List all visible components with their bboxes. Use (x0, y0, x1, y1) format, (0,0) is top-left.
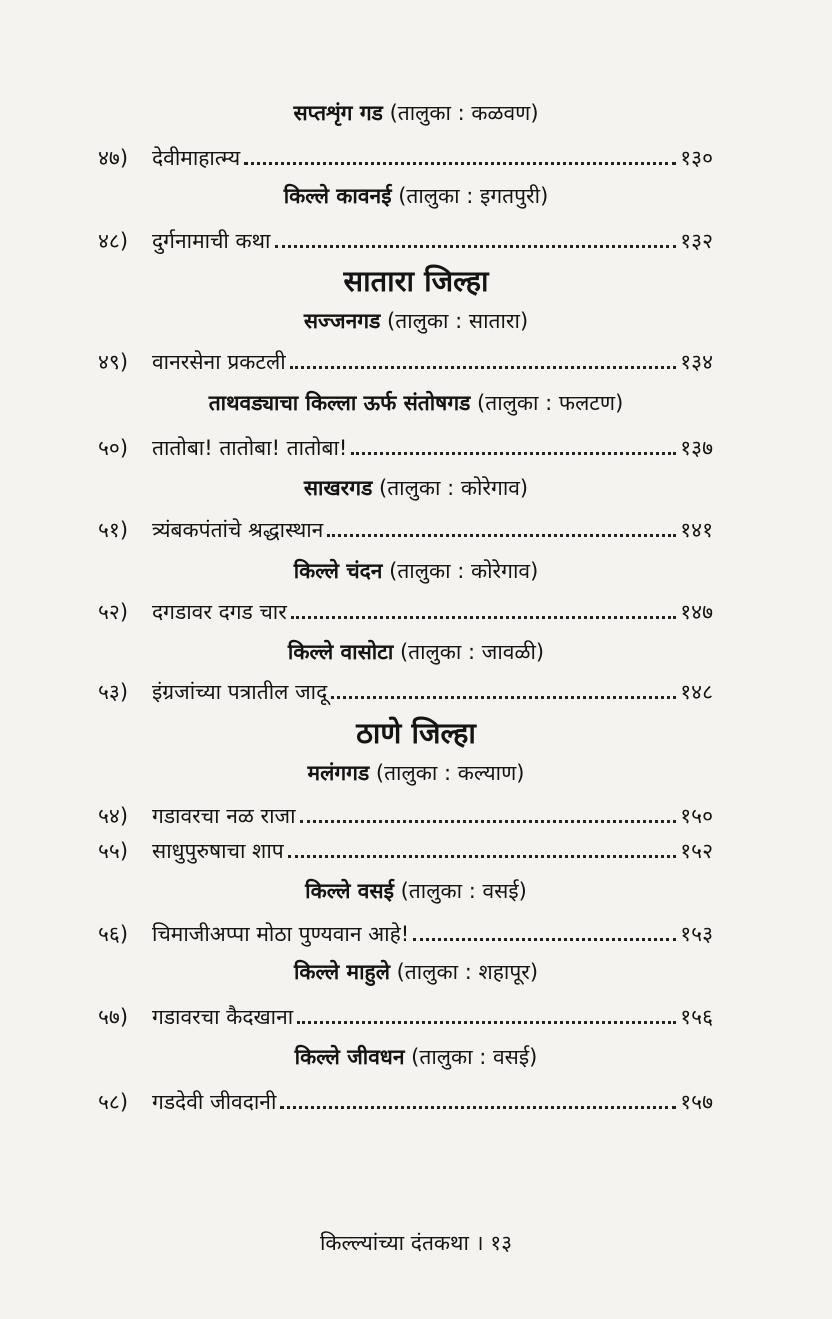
entry-title: गडावरचा नळ राजा (152, 804, 296, 828)
taluka-label: (तालुका : इगतपुरी) (391, 184, 549, 208)
toc-entry (98, 597, 713, 627)
entry-page: १४८ (680, 680, 713, 704)
fort-heading (0, 306, 832, 336)
dot-leader (275, 245, 677, 248)
fort-heading (0, 556, 832, 586)
fort-heading (0, 473, 832, 503)
taluka-label: (तालुका : शहापूर) (389, 960, 539, 984)
fort-heading (0, 637, 832, 667)
toc-entry (98, 919, 713, 949)
fort-heading (0, 876, 832, 906)
dot-leader (297, 1021, 676, 1024)
entry-page: १४७ (680, 600, 713, 624)
taluka-label: (तालुका : कल्याण) (369, 761, 525, 785)
dot-leader (331, 696, 676, 699)
entry-number: ४९) (98, 350, 129, 374)
entry-title: त्र्यंबकपंतांचे श्रद्धास्थान (152, 518, 324, 542)
entry-title: गडदेवी जीवदानी (152, 1090, 277, 1114)
entry-number: ५७) (98, 1005, 129, 1029)
entry-page: १५७ (680, 1090, 713, 1114)
toc-entry (98, 433, 713, 463)
fort-name: किल्ले जीवधन (294, 1045, 405, 1069)
entry-number: ५१) (98, 518, 129, 542)
entry-page: १५० (680, 804, 713, 828)
entry-page: १५३ (680, 922, 713, 946)
fort-heading (0, 957, 832, 987)
dot-leader (244, 162, 676, 165)
district-heading: सातारा जिल्हा (343, 264, 489, 298)
entry-title: गडावरचा कैदखाना (152, 1005, 294, 1029)
taluka-label: (तालुका : फलटण) (470, 391, 624, 415)
dot-leader (413, 938, 676, 941)
entry-page: १५२ (680, 839, 713, 863)
taluka-label: (तालुका : कोरेगाव) (382, 559, 539, 583)
dot-leader (280, 1106, 676, 1109)
entry-title: चिमाजीअप्पा मोठा पुण्यवान आहे! (152, 922, 410, 946)
fort-name: किल्ले कावनई (283, 184, 392, 208)
entry-page: १४१ (680, 518, 713, 542)
entry-number: ५५) (98, 839, 129, 863)
fort-name: मलंगगड (307, 761, 370, 785)
fort-heading (0, 388, 832, 418)
fort-heading (0, 758, 832, 788)
fort-heading (0, 181, 832, 211)
toc-entry (98, 1087, 713, 1117)
taluka-label: (तालुका : जावळी) (393, 640, 545, 664)
entry-title: वानरसेना प्रकटली (152, 350, 286, 374)
toc-entry (98, 347, 713, 377)
fort-name: साखरगड (303, 476, 373, 500)
entry-number: ४८) (98, 229, 129, 253)
taluka-label: (तालुका : सातारा) (380, 309, 529, 333)
entry-number: ५३) (98, 680, 129, 704)
entry-page: १३२ (680, 229, 713, 253)
entry-number: ५०) (98, 436, 129, 460)
entry-number: ५२) (98, 600, 129, 624)
entry-title: इंग्रजांच्या पत्रातील जादू (152, 680, 328, 704)
toc-entry (98, 1002, 713, 1032)
dot-leader (300, 820, 677, 823)
toc-entry (98, 226, 713, 256)
fort-name: किल्ले वासोटा (287, 640, 394, 664)
entry-title: साधुपुरुषाचा शाप (152, 839, 284, 863)
toc-entry (98, 143, 713, 173)
entry-page: १३० (680, 146, 713, 170)
entry-page: १३७ (680, 436, 713, 460)
entry-title: तातोबा! तातोबा! तातोबा! (152, 436, 348, 460)
fort-name: सज्जनगड (303, 309, 381, 333)
dot-leader (290, 366, 677, 369)
dot-leader (351, 452, 676, 455)
taluka-label: (तालुका : कळवण) (382, 101, 539, 125)
fort-heading (0, 1042, 832, 1072)
district-heading: ठाणे जिल्हा (356, 716, 476, 750)
toc-entry (98, 515, 713, 545)
fort-name: ताथवड्याचा किल्ला ऊर्फ संतोषगड (208, 391, 471, 415)
dot-leader (288, 855, 677, 858)
entry-page: १५६ (680, 1005, 713, 1029)
entry-number: ४७) (98, 146, 129, 170)
dot-leader (327, 534, 676, 537)
entry-title: दुर्गनामाची कथा (152, 229, 271, 253)
fort-name: किल्ले वसई (305, 879, 394, 903)
taluka-label: (तालुका : वसई) (404, 1045, 538, 1069)
page-footer: किल्ल्यांच्या दंतकथा । १३ (319, 1231, 513, 1255)
taluka-label: (तालुका : कोरेगाव) (372, 476, 529, 500)
entry-number: ५४) (98, 804, 129, 828)
taluka-label: (तालुका : वसई) (393, 879, 527, 903)
toc-entry (98, 677, 713, 707)
toc-entry (98, 836, 713, 866)
dot-leader (291, 616, 676, 619)
fort-heading (0, 98, 832, 128)
entry-page: १३४ (680, 350, 713, 374)
fort-name: किल्ले माहुले (293, 960, 390, 984)
entry-number: ५८) (98, 1090, 129, 1114)
toc-entry (98, 801, 713, 831)
entry-title: दगडावर दगड चार (152, 600, 287, 624)
fort-name: किल्ले चंदन (293, 559, 383, 583)
fort-name: सप्तशृंग गड (293, 101, 383, 125)
entry-number: ५६) (98, 922, 129, 946)
entry-title: देवीमाहात्म्य (152, 146, 241, 170)
